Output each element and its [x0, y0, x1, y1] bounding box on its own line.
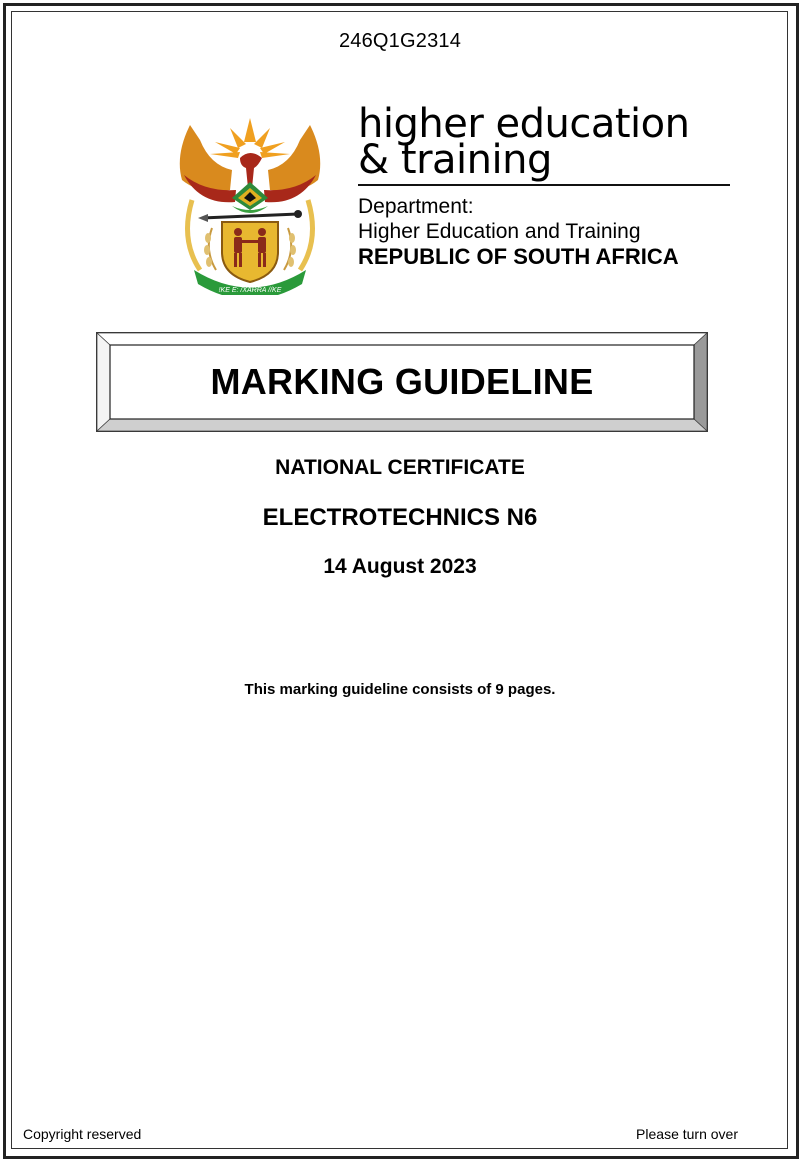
page-title: MARKING GUIDELINE — [210, 361, 594, 402]
logo-divider — [358, 184, 730, 186]
certificate-label: NATIONAL CERTIFICATE — [275, 456, 525, 479]
logo-line-higher-education: higher education — [358, 101, 690, 147]
department-logo — [358, 101, 738, 270]
title-banner — [96, 332, 708, 432]
logo-line-training: & training — [358, 137, 552, 183]
footer-turn-over: Please turn over — [636, 1126, 738, 1142]
document-code: 246Q1G2314 — [338, 30, 462, 52]
exam-date: 14 August 2023 — [323, 555, 477, 578]
page-count-note: This marking guideline consists of 9 pages. — [244, 681, 556, 698]
department-name: Higher Education and Training — [358, 220, 641, 243]
svg-text:!KE E: /XARRA //KE: !KE E: /XARRA //KE — [218, 287, 282, 294]
subject-title: ELECTROTECHNICS N6 — [262, 504, 538, 531]
department-label: Department: — [358, 195, 474, 218]
country-name: REPUBLIC OF SOUTH AFRICA — [358, 244, 679, 269]
footer-copyright: Copyright reserved — [23, 1126, 142, 1142]
coat-of-arms-icon — [170, 110, 330, 295]
